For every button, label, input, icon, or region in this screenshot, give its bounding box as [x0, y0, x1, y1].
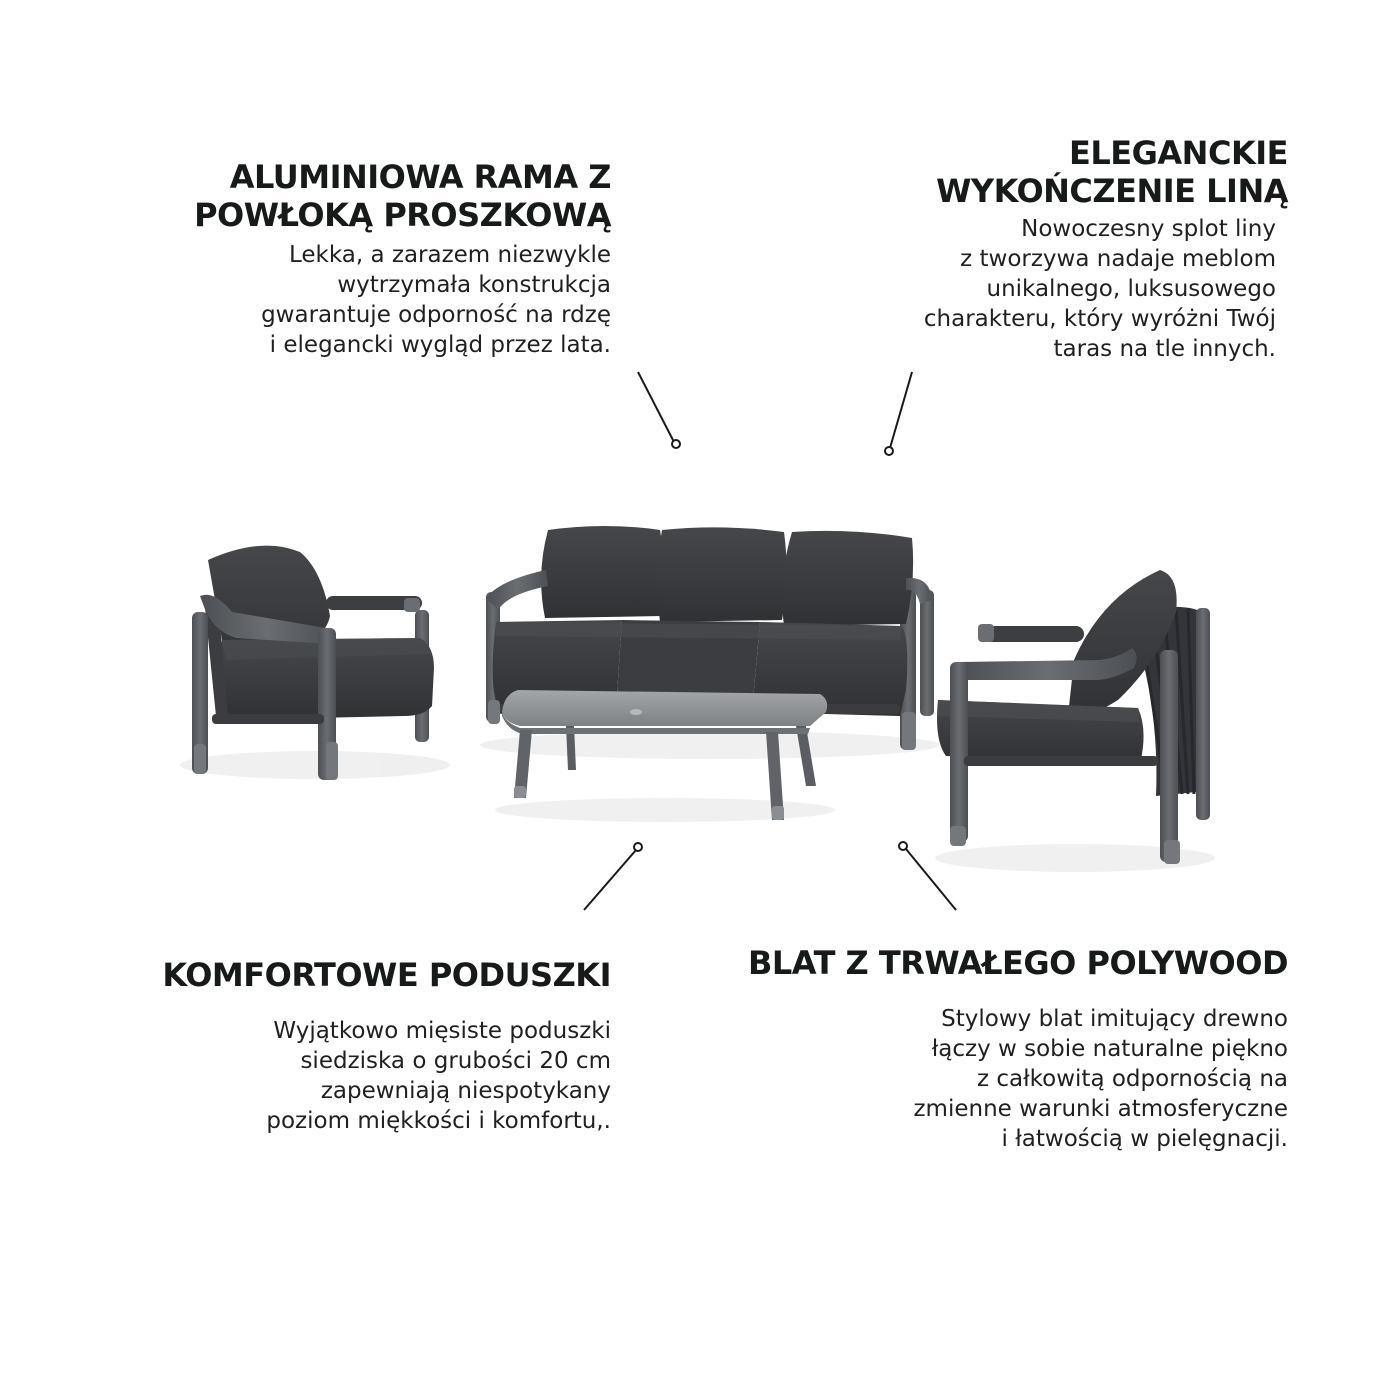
feature-description: Nowoczesny splot liny z tworzywa nadaje meblom unikalnego, luksusowego charakteru, który wyróżni Twój taras na tle innych. [923, 216, 1276, 362]
feature-heading: ELEGANCKIE WYKOŃCZENIE LINĄ [936, 134, 1288, 210]
feature-heading: ALUMINIOWA RAMA Z POWŁOKĄ PROSZKOWĄ [194, 158, 611, 234]
left-armchair [192, 546, 434, 780]
callout-line-rope [885, 372, 912, 455]
right-armchair [937, 570, 1210, 864]
feature-polywood-top [648, 944, 1288, 1154]
feature-description: Stylowy blat imitujący drewno łączy w sobie naturalne piękno z całkowitą odpornością na zmienne warunki atmosferyczne i łatwością w pielęgnacji. [913, 1006, 1288, 1152]
feature-comfort-cushions [51, 956, 611, 1136]
callout-line-frame [638, 372, 680, 448]
feature-heading: KOMFORTOWE PODUSZKI [162, 956, 611, 994]
callout-line-tabletop [899, 842, 956, 910]
feature-aluminium-frame [91, 158, 611, 360]
feature-description: Wyjątkowo mięsiste poduszki siedziska o grubości 20 cm zapewniają niespotykany poziom miękkości i komfortu,. [266, 1018, 611, 1134]
callout-line-cushions [584, 843, 642, 910]
feature-rope-finish [768, 134, 1288, 364]
feature-heading: BLAT Z TRWAŁEGO POLYWOOD [748, 944, 1288, 982]
feature-description: Lekka, a zarazem niezwykle wytrzymała konstrukcja gwarantuje odporność na rdzę i elegancki wygląd przez lata. [261, 242, 611, 358]
